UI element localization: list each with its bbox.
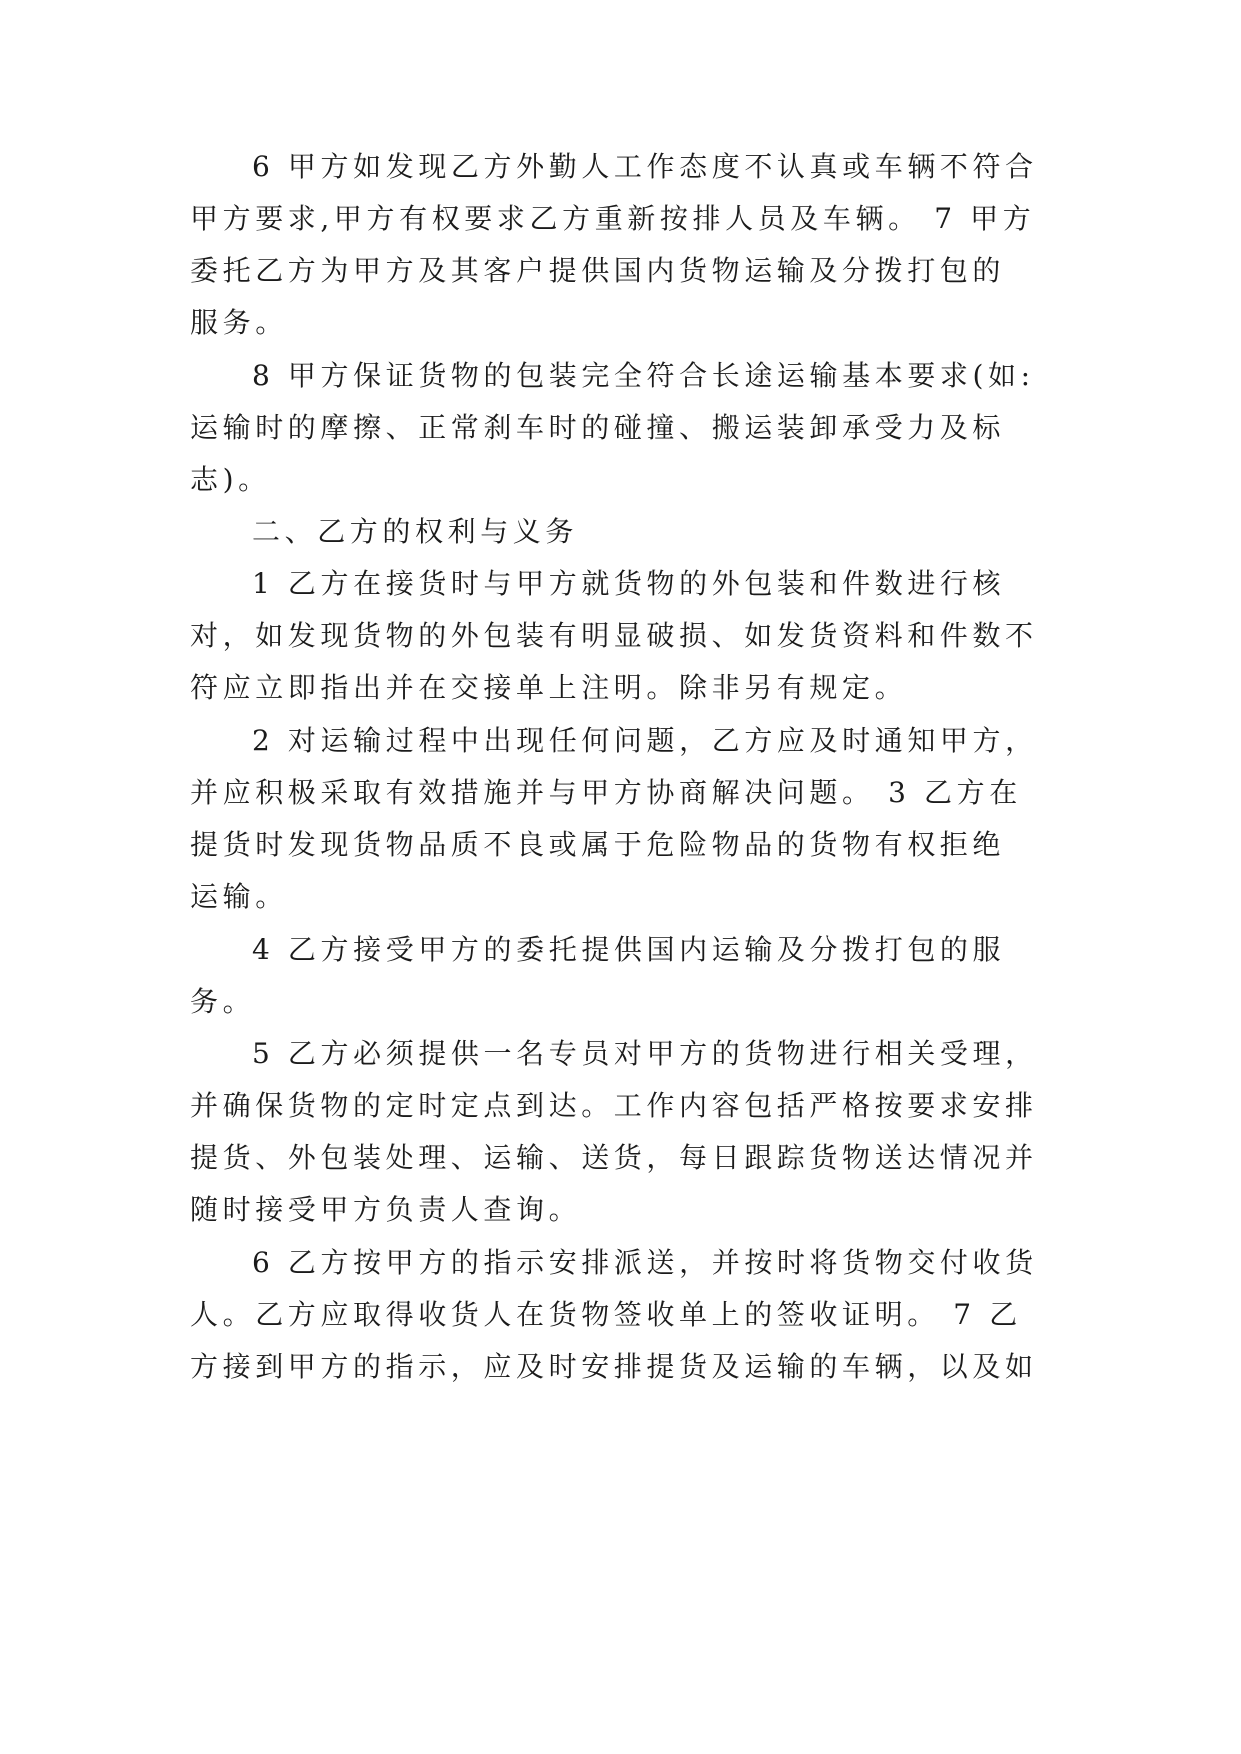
paragraph-line: 4 乙方接受甲方的委托提供国内运输及分拨打包的服 bbox=[252, 933, 1006, 966]
paragraph-line: 6 乙方按甲方的指示安排派送，并按时将货物交付收货 bbox=[252, 1246, 1038, 1279]
paragraph-line: 甲方要求,甲方有权要求乙方重新按排人员及车辆。 7 甲方 bbox=[190, 202, 1036, 235]
paragraph-line: 并应积极采取有效措施并与甲方协商解决问题。 3 乙方在 bbox=[190, 776, 1022, 809]
paragraph-line: 符应立即指出并在交接单上注明。除非另有规定。 bbox=[190, 671, 908, 704]
paragraph-line: 2 对运输过程中出现任何问题，乙方应及时通知甲方， bbox=[252, 724, 1038, 757]
paragraph-line: 运输。 bbox=[190, 880, 288, 913]
paragraph-line: 务。 bbox=[190, 985, 256, 1018]
paragraph-line: 5 乙方必须提供一名专员对甲方的货物进行相关受理， bbox=[252, 1037, 1038, 1070]
paragraph-line: 方接到甲方的指示，应及时安排提货及运输的车辆，以及如 bbox=[190, 1350, 1038, 1383]
paragraph-line: 并确保货物的定时定点到达。工作内容包括严格按要求安排 bbox=[190, 1089, 1038, 1122]
paragraph-line: 提货、外包装处理、运输、送货，每日跟踪货物送达情况并 bbox=[190, 1141, 1038, 1174]
paragraph-line: 随时接受甲方负责人查询。 bbox=[190, 1193, 582, 1226]
paragraph-line: 运输时的摩擦、正常刹车时的碰撞、搬运装卸承受力及标 bbox=[190, 411, 1006, 444]
paragraph-line: 1 乙方在接货时与甲方就货物的外包装和件数进行核 bbox=[252, 567, 1006, 600]
paragraph-line: 提货时发现货物品质不良或属于危险物品的货物有权拒绝 bbox=[190, 828, 1006, 861]
paragraph-line: 志)。 bbox=[190, 463, 271, 496]
section-heading: 二、乙方的权利与义务 bbox=[252, 515, 579, 548]
paragraph-line: 委托乙方为甲方及其客户提供国内货物运输及分拨打包的 bbox=[190, 254, 1006, 287]
paragraph-line: 服务。 bbox=[190, 306, 288, 339]
paragraph-line: 6 甲方如发现乙方外勤人工作态度不认真或车辆不符合 bbox=[252, 150, 1038, 183]
paragraph-line: 对，如发现货物的外包装有明显破损、如发货资料和件数不 bbox=[190, 619, 1038, 652]
paragraph-line: 人。乙方应取得收货人在货物签收单上的签收证明。 7 乙 bbox=[190, 1298, 1022, 1331]
paragraph-line: 8 甲方保证货物的包装完全符合长途运输基本要求(如: bbox=[252, 359, 1035, 392]
